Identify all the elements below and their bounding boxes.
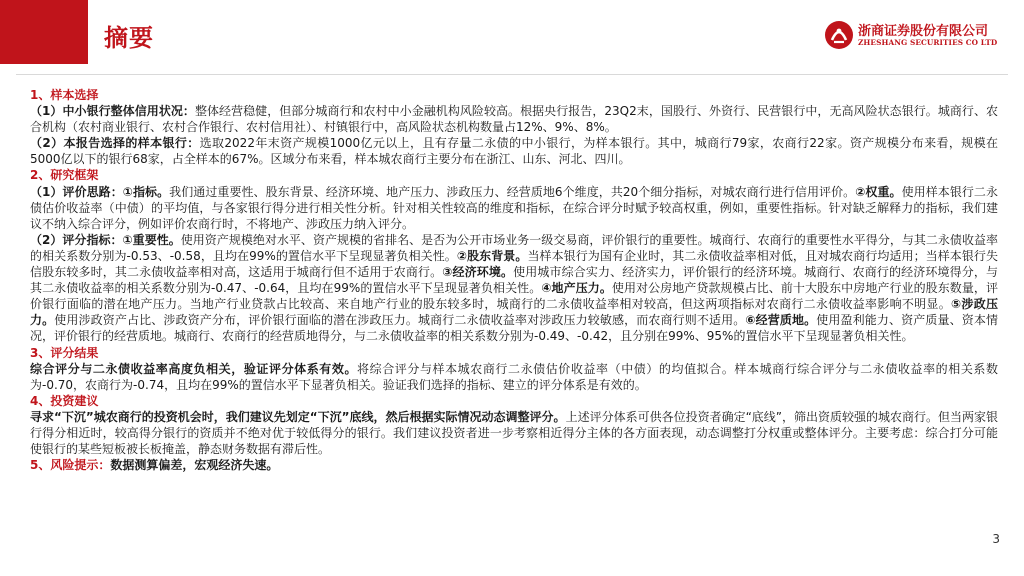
paragraph-text: 使用涉政资产占比、涉政资产分布，评价银行面临的潜在涉政压力。城商行二永债收益率对涉政压力较敏感，而农商行则不适用。 bbox=[54, 313, 746, 328]
paragraph bbox=[30, 184, 998, 232]
paragraph-lead: （1）评价思路：①指标。 bbox=[30, 184, 170, 199]
paragraph bbox=[30, 232, 998, 345]
paragraph-lead: （2）本报告选择的样本银行： bbox=[30, 136, 200, 151]
page-number: 3 bbox=[992, 532, 1000, 546]
paragraph-text: 当样本银行为国有企业时，其二永债收益率相对低，且对城农商行均适用；当样本银行失信股东较多时，其二永债收益率相对高，这适用于城商行但不适用于农商行。 bbox=[30, 248, 998, 280]
paragraph-lead: 综合评分与二永债收益率高度负相关，验证评分体系有效。 bbox=[30, 361, 358, 376]
paragraph-lead: ⑥经营质地。 bbox=[745, 313, 817, 328]
paragraph-text: 整体经营稳健，但部分城商行和农村中小金融机构风险较高。根据央行报告，23Q2末，国股行、外资行、民营银行中，无高风险状态银行。城商行、农合机构（农村商业银行、农村合作银行、农村信用社）、村镇银行中，高风险状态机构数量占12%、9%、8%。 bbox=[30, 104, 999, 135]
paragraph-text: 使用样本银行二永债估价收益率（中债）的平均值，与各家银行得分进行相关性分析。针对相关性较高的维度和指标，在综合评分时赋予较高权重，例如，重要性指标。针对缺乏解释力的指标，我们建议不纳入综合评分，例如评价农商行时，不将地产、涉政压力纳入评分。 bbox=[30, 184, 998, 231]
paragraph-lead: ④地产压力。 bbox=[541, 281, 612, 296]
paragraph-lead: 数据测算偏差，宏观经济失速。 bbox=[110, 458, 279, 473]
paragraph-lead: （1）中小银行整体信用状况： bbox=[30, 104, 195, 119]
logo-chinese-name: 浙商证券股份有限公司 bbox=[858, 24, 989, 39]
paragraph-text: 将综合评分与样本城农商行二永债估价收益率（中债）的均值拟合。样本城商行综合评分与二永债收益率的相关系数为-0.70，农商行为-0.74，且均在99%的置信水平下显著负相关。验证我们选择的指标、建立的评分体系是有效的。 bbox=[30, 361, 998, 392]
paragraph-lead: ②股东背景。 bbox=[456, 248, 528, 263]
header-divider bbox=[16, 74, 1008, 75]
page-title: 摘要 bbox=[104, 24, 154, 52]
zheshang-logo-icon bbox=[824, 20, 854, 50]
paragraph bbox=[30, 135, 998, 167]
paragraph-text: 使用资产规模绝对水平、资产规模的省排名、是否为公开市场业务一级交易商，评价银行的重要性。城商行、农商行的重要性水平得分，与其二永债收益率的相关系数分别为-0.53、-0.58，且均在99%的置信水平下呈现显著负相关性。 bbox=[30, 232, 998, 263]
header-accent-bar bbox=[0, 0, 88, 64]
paragraph bbox=[30, 409, 998, 457]
paragraph-text: 上述评分体系可供各位投资者确定“底线”，筛出资质较强的城农商行。但当两家银行得分相近时，较高得分银行的资质并不绝对优于较低得分的银行。我们建议投资者进一步考察相近得分主体的各方面表现，动态调整打分权重或整体评分。主要考虑：综合打分可能使银行的某些短板被长板掩盖，静态财务数据有滞后性。 bbox=[30, 409, 998, 457]
paragraph-text: 我们通过重要性、股东背景、经济环境、地产压力、涉政压力、经营质地6个维度，共20个细分指标，对城农商行进行信用评价。 bbox=[169, 184, 856, 199]
paragraph-lead: ⑤涉政压力。 bbox=[30, 297, 998, 328]
paragraph-text: 使用盈利能力、资产质量、资本情况，评价银行的经营质地。城商行、农商行的经营质地得分，与二永债收益率的相关系数分别为-0.49、-0.42，且分别在99%、95%的置信水平下呈现显著负相关性。 bbox=[30, 313, 998, 344]
paragraph-lead: ②权重。 bbox=[855, 184, 902, 199]
company-logo bbox=[824, 20, 1014, 60]
section-heading: 2、研究框架 bbox=[30, 168, 99, 183]
paragraph bbox=[30, 457, 998, 473]
paragraph bbox=[30, 103, 998, 135]
paragraph bbox=[30, 361, 998, 393]
paragraph-text: 使用城市综合实力、经济实力，评价银行的经济环境。城商行、农商行的经济环境得分，与其二永债收益率的相关系数分别为-0.47、-0.64，且均在99%的置信水平下呈现显著负相关性。 bbox=[30, 265, 998, 296]
paragraph-lead: ③经济环境。 bbox=[442, 265, 514, 280]
summary-body bbox=[30, 87, 998, 473]
section-heading: 3、评分结果 bbox=[30, 345, 99, 360]
paragraph-lead: 寻求“下沉”城农商行的投资机会时，我们建议先划定“下沉”底线，然后根据实际情况动态调整评分。 bbox=[30, 409, 566, 424]
paragraph-text: 选取2022年末资产规模1000亿元以上，且有存量二永债的中小银行，为样本银行。其中，城商行79家，农商行22家。资产规模分布来看，规模在5000亿以下的银行68家，占全样本的67%。区域分布来看，样本城农商行主要分布在浙江、山东、河北、四川。 bbox=[30, 136, 998, 167]
section-heading: 1、样本选择 bbox=[30, 88, 99, 102]
section-heading: 4、投资建议 bbox=[30, 393, 99, 408]
logo-english-name: ZHESHANG SECURITIES CO LTD bbox=[858, 38, 998, 47]
section-heading: 5、风险提示： bbox=[30, 458, 111, 473]
paragraph-lead: （2）评分指标：①重要性。 bbox=[30, 232, 181, 247]
paragraph-text: 使用对公房地产贷款规模占比、前十大股东中房地产行业的股东数量，评价银行面临的潜在地产压力。当地产行业贷款占比较高、来自地产行业的股东较多时，城商行的二永债收益率相对较高，但这两项指标对农商行二永债收益率影响不明显。 bbox=[30, 281, 998, 312]
